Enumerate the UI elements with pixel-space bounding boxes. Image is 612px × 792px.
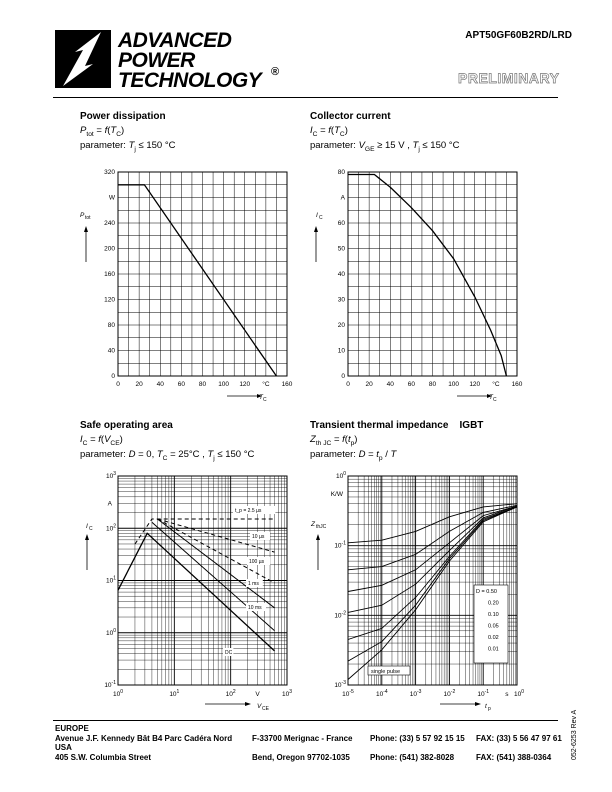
panel3-param: parameter: D = 0, $T_C = 25^\circ C$ , $T_j \le 150$ °C [80,449,255,462]
footer-rule [53,720,558,721]
x-axis-label: V [257,703,262,710]
y-tick-label: 0 [341,373,345,380]
x-tick-label: $10^0$ [112,689,124,698]
x-tick-label: 120 [239,381,251,388]
registered-mark: ® [271,66,280,78]
y-unit-label: W [108,194,115,202]
panel1-param: parameter: $T_j \le 150$ °C [80,140,176,153]
x-unit-label: s [505,691,509,698]
x-axis-label-sub: p [488,706,491,712]
footer-europe-phone: Phone: (33) 5 57 92 15 15 [370,734,465,743]
panel1-formula: $P_{tot} = f(T_C)$ [80,125,125,138]
y-tick-label: 200 [104,245,115,253]
x-tick-label: 40 [156,381,164,388]
footer-usa-fax: FAX: (541) 388-0364 [476,753,552,762]
y-tick-label: 80 [107,322,115,329]
legend-entry: single pulse [371,669,401,675]
y-unit-label: K/W [330,491,343,499]
x-tick-label: $10^3$ [281,689,293,698]
x-tick-label: $10^1$ [169,689,180,698]
panel4-title: Transient thermal impedance IGBT [310,420,484,431]
x-tick-label: 80 [198,381,207,388]
y-tick-label: 30 [337,296,345,304]
footer-europe-fax: FAX: (33) 5 56 47 97 61 [476,734,562,743]
series-line [348,175,506,377]
y-axis-label-sub: C [89,526,93,532]
panel4-param: parameter: $D = t_p / T$ [310,449,397,462]
y-tick-label: 60 [337,220,345,227]
x-tick-label: 80 [428,381,437,388]
y-tick-label: 20 [337,322,345,329]
y-tick-label: 120 [104,296,115,304]
footer-usa-phone: Phone: (541) 382-8028 [370,753,455,762]
x-tick-label: 0 [116,381,120,388]
annotation-label: DC [225,650,233,656]
panel2-formula: $I_C = f(T_C)$ [310,125,348,138]
x-axis-label-sub: C [493,397,497,403]
series-line [118,185,276,376]
annotation-label: t_p = 2.5 µs [235,508,262,514]
x-tick-label: $10^{-3}$ [409,689,422,698]
annotation-label: 10 µs [252,534,265,540]
y-unit-label: A [340,194,345,202]
y-tick-label: 10 [337,347,345,355]
y-tick-label: $10^0$ [335,471,346,480]
panel2-param: parameter: $V_{GE} \ge 15$ V , $T_j \le 150$ °C [310,140,460,153]
x-tick-label: 20 [365,381,373,388]
y-tick-label: $10^{-3}$ [334,680,346,689]
x-tick-label: 40 [386,381,394,388]
legend-entry: 0.02 [488,635,499,641]
x-axis-label: T [489,394,493,401]
y-axis-label-sub: tot [85,215,91,221]
panel3-title: Safe operating area [80,420,173,431]
y-tick-label: 80 [337,169,345,176]
y-tick-label: 320 [104,169,115,176]
x-tick-label: $10^0$ [513,689,525,698]
y-tick-label: 160 [104,271,115,278]
x-axis-label: T [259,394,263,401]
x-tick-label: 60 [177,381,185,388]
x-unit-label: V [255,691,260,698]
y-unit-label: A [107,500,112,508]
y-tick-label: $10^{-2}$ [334,610,346,620]
x-tick-label: 160 [511,381,523,388]
logo-line-3: TECHNOLOGY [118,69,262,92]
status-preliminary: PRELIMINARY [458,70,560,86]
footer-europe-city: F-33700 Merignac - France [252,734,353,743]
y-arrow-head [85,534,89,540]
chart-3 [118,476,287,685]
x-tick-label: $10^{-5}$ [342,689,354,698]
panel3-formula: $I_C = f(V_{CE})$ [80,434,123,447]
logo-line-1: ADVANCED [118,29,232,52]
y-tick-label: 40 [107,347,115,355]
y-axis-label: Z [311,521,315,528]
footer-usa-city: Bend, Oregon 97702-1035 [252,753,350,762]
legend-entry: 0.20 [488,600,499,607]
series-line [135,519,275,544]
legend-entry: 0.05 [488,623,499,630]
y-arrow-head [316,534,320,540]
chart-4 [348,476,517,685]
y-arrow-head [314,226,318,232]
x-tick-label: $10^2$ [225,689,236,698]
x-tick-label: 120 [469,381,481,388]
y-tick-label: 240 [104,220,115,227]
x-tick-label: 0 [346,381,350,388]
y-arrow-head [84,226,88,232]
annotation-label: 1 ms [248,581,259,587]
footer-usa-address: 405 S.W. Columbia Street [55,753,152,762]
y-tick-label: $10^{-1}$ [104,680,116,689]
x-unit-label: °C [262,381,270,388]
footer-usa-label: USA [55,743,72,752]
footer-europe-label: EUROPE [55,724,89,733]
legend-entry: 0.01 [488,646,499,653]
panel2-title: Collector current [310,111,391,122]
x-tick-label: 60 [407,381,415,388]
document-code: 052-6253 Rev A [571,709,578,760]
x-arrow-head [475,702,481,706]
annotation-label: 10 ms [248,605,262,611]
part-number: APT50GF60B2RD/LRD [465,30,572,41]
x-axis-label-sub: CE [262,706,269,712]
x-tick-label: 20 [135,381,143,388]
y-axis-label: I [316,212,318,219]
x-tick-label: 100 [448,381,460,388]
y-tick-label: 0 [111,373,115,380]
legend-entry: D = 0.50 [476,589,497,595]
y-axis-label: P [80,212,85,219]
panel4-formula: $Z_{th JC} = f(t_p)$ [310,434,358,447]
y-tick-label: $10^0$ [105,627,116,637]
series-line [348,504,517,543]
y-tick-label: $10^1$ [105,575,116,585]
y-tick-label: $10^3$ [105,471,116,480]
x-axis-label-sub: C [263,397,267,403]
y-tick-label: 50 [337,245,345,253]
logo-line-2: POWER [118,49,195,72]
x-tick-label: $10^{-4}$ [375,689,388,698]
panel1-title: Power dissipation [80,111,166,122]
annotation-label: 100 µs [249,559,265,565]
x-arrow-head [245,702,251,706]
footer-europe-address: Avenue J.F. Kennedy Bât B4 Parc Cadéra Nord [55,734,233,743]
y-tick-label: $10^2$ [105,523,116,533]
x-tick-label: 100 [218,381,230,388]
x-unit-label: °C [492,381,500,388]
chart-1 [84,169,293,398]
legend-entry: 0.10 [488,612,499,618]
y-tick-label: 40 [337,271,345,278]
chart-2 [314,169,523,398]
y-tick-label: $10^{-1}$ [334,540,346,550]
y-axis-label-sub: thJC [316,524,327,530]
x-tick-label: $10^{-1}$ [477,689,490,698]
y-axis-label: I [86,523,88,530]
y-axis-label-sub: C [319,215,323,221]
x-axis-label: t [485,703,487,710]
x-tick-label: $10^{-2}$ [443,689,456,698]
x-tick-label: 160 [281,381,293,388]
